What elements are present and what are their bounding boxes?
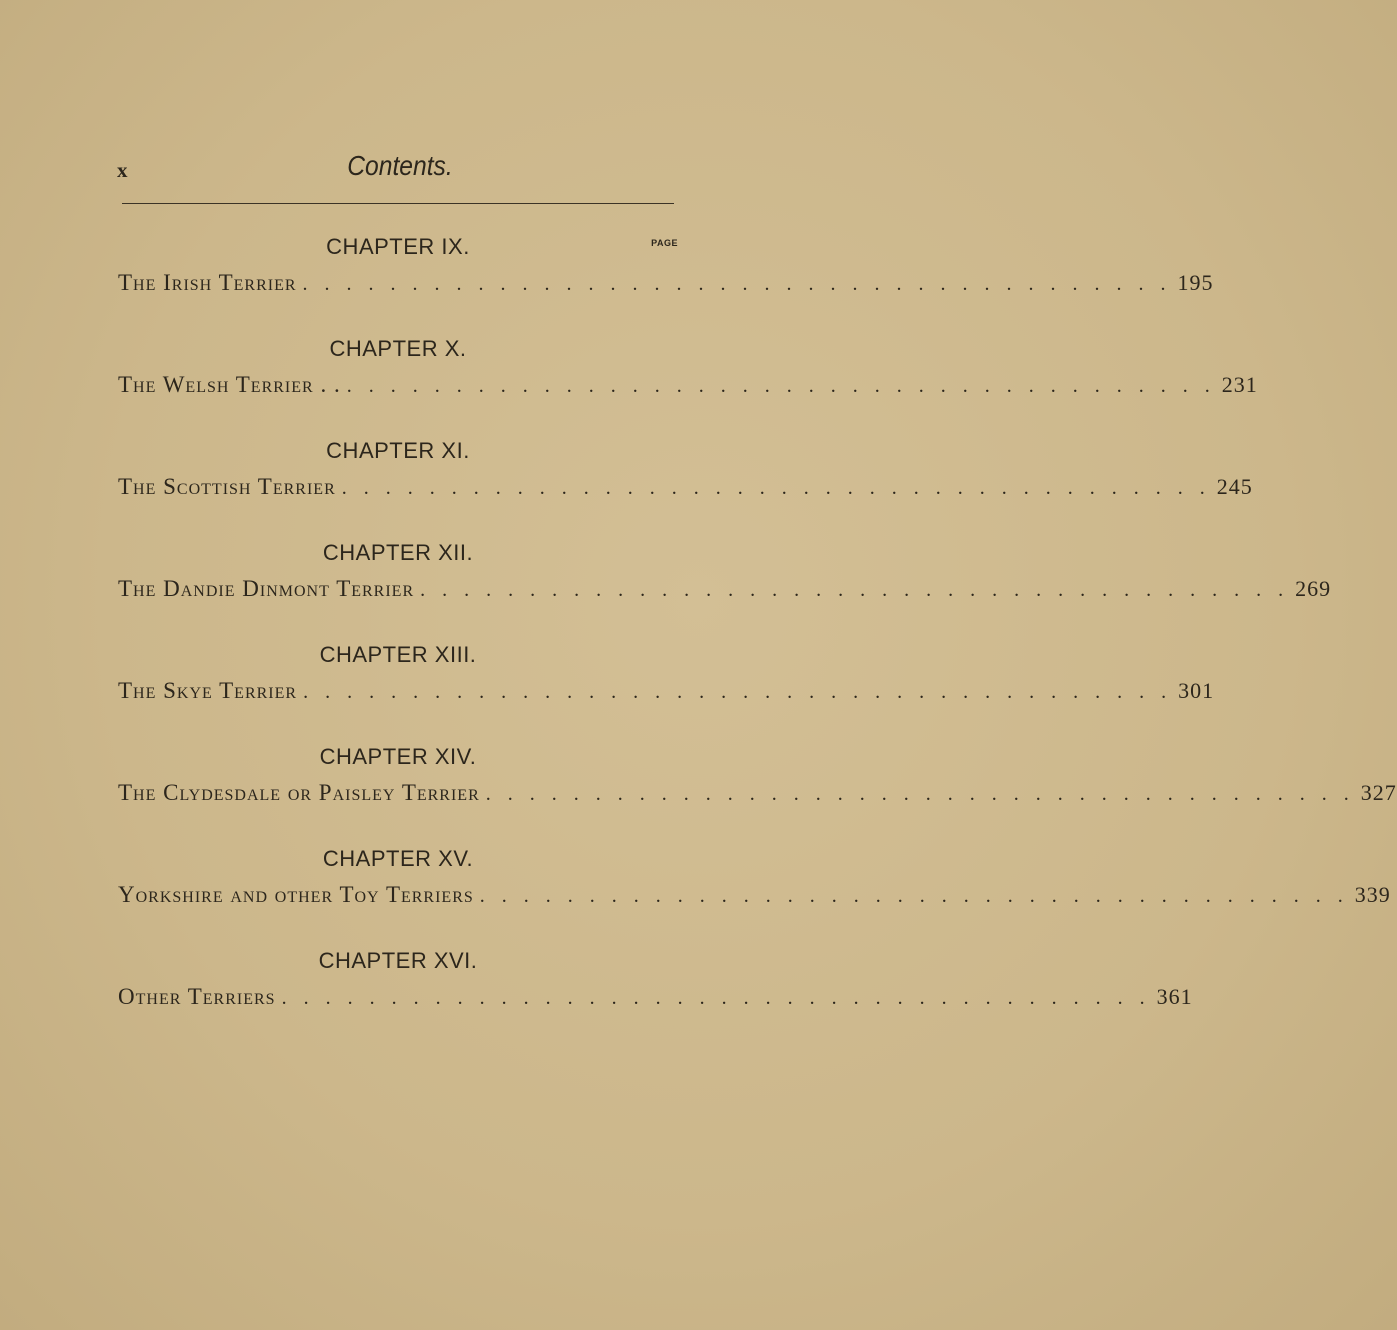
dot-leader: . . . . . . . . . . . . . . . . . . . . . . . . . . . . . . . . . . . . . . . . bbox=[302, 273, 1172, 295]
page-number: 339 bbox=[1354, 882, 1391, 907]
dot-leader: . . . . . . . . . . . . . . . . . . . . . . . . . . . . . . . . . . . . . . . . bbox=[485, 783, 1355, 805]
toc-entry bbox=[118, 232, 1214, 300]
chapter-heading: CHAPTER XIV. bbox=[319, 744, 477, 769]
toc-line bbox=[118, 470, 1253, 504]
toc-entry bbox=[118, 946, 1193, 1014]
chapter-heading: CHAPTER XIII. bbox=[319, 642, 477, 667]
chapter-heading: CHAPTER IX. bbox=[326, 234, 470, 259]
chapter-title: Yorkshire and other Toy Terriers bbox=[118, 882, 474, 907]
chapter-heading: CHAPTER XVI. bbox=[318, 948, 478, 973]
page-number: 301 bbox=[1178, 678, 1215, 703]
page-number: 231 bbox=[1221, 372, 1258, 397]
chapter-heading: CHAPTER X. bbox=[329, 336, 467, 361]
toc-entry bbox=[118, 538, 1332, 606]
dot-leader: . . . . . . . . . . . . . . . . . . . . . . . . . . . . . . . . . . . . . . . . bbox=[341, 477, 1211, 499]
chapter-heading: CHAPTER XV. bbox=[322, 846, 474, 871]
header-rule bbox=[122, 203, 674, 204]
toc-entry bbox=[118, 640, 1215, 708]
page-column-label: PAGE bbox=[651, 238, 678, 248]
page-number: 245 bbox=[1216, 474, 1253, 499]
toc-line bbox=[118, 878, 1391, 912]
dot-leader: . . . . . . . . . . . . . . . . . . . . . . . . . . . . . . . . . . . . . . . . bbox=[479, 885, 1349, 907]
chapter-title: The Welsh Terrier . . bbox=[118, 372, 341, 397]
toc-line bbox=[118, 980, 1193, 1014]
toc-line bbox=[118, 368, 1258, 402]
chapter-title: The Clydesdale or Paisley Terrier bbox=[118, 780, 480, 805]
running-title: Contents. bbox=[347, 150, 453, 181]
dot-leader: . . . . . . . . . . . . . . . . . . . . . . . . . . . . . . . . . . . . . . . . bbox=[303, 681, 1173, 703]
page-number: 327 bbox=[1360, 780, 1397, 805]
chapter-title: The Irish Terrier bbox=[118, 270, 297, 295]
toc-entry bbox=[118, 742, 1397, 810]
page-number: 361 bbox=[1156, 984, 1193, 1009]
toc-line bbox=[118, 776, 1397, 810]
toc-entry bbox=[118, 436, 1253, 504]
chapter-title: The Scottish Terrier bbox=[118, 474, 336, 499]
page-number: 269 bbox=[1295, 576, 1332, 601]
toc-entry bbox=[118, 334, 1258, 402]
toc-line bbox=[118, 674, 1215, 708]
dot-leader: . . . . . . . . . . . . . . . . . . . . . . . . . . . . . . . . . . . . . . . . bbox=[281, 987, 1151, 1009]
toc-line bbox=[118, 572, 1332, 606]
page-number: 195 bbox=[1177, 270, 1214, 295]
chapter-title: The Skye Terrier bbox=[118, 678, 298, 703]
chapter-title: Other Terriers bbox=[118, 984, 276, 1009]
chapter-heading: CHAPTER XII. bbox=[322, 540, 474, 565]
toc-entry bbox=[118, 844, 1391, 912]
dot-leader: . . . . . . . . . . . . . . . . . . . . . . . . . . . . . . . . . . . . . . . . bbox=[420, 579, 1290, 601]
chapter-heading: CHAPTER XI. bbox=[326, 438, 470, 463]
chapter-title: The Dandie Dinmont Terrier bbox=[118, 576, 415, 601]
toc-line bbox=[118, 266, 1214, 300]
page-folio: x bbox=[117, 158, 128, 182]
dot-leader: . . . . . . . . . . . . . . . . . . . . . . . . . . . . . . . . . . . . . . . . bbox=[346, 375, 1216, 397]
